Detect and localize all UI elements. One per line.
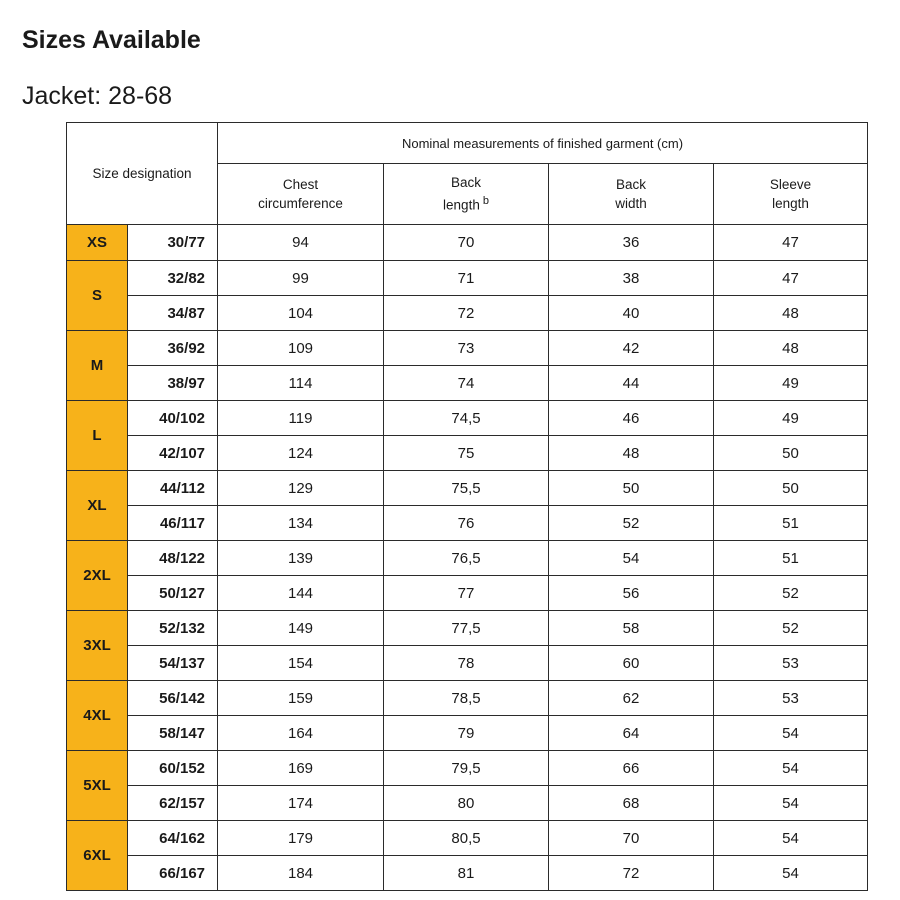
table-row <box>67 296 868 331</box>
size-designation-header: Size designation <box>67 123 218 225</box>
cell-sleeve: 50 <box>714 471 868 506</box>
cell-back-width: 72 <box>549 856 714 891</box>
cell-sleeve: 54 <box>714 821 868 856</box>
column-header-line1: Back <box>616 177 647 192</box>
column-header-line1: Back <box>451 175 482 191</box>
size-code: 48/122 <box>128 541 218 576</box>
size-code: 62/157 <box>128 786 218 821</box>
size-code: 42/107 <box>128 436 218 471</box>
cell-back-width: 64 <box>549 716 714 751</box>
column-header-line1: Sleeve <box>769 177 812 192</box>
column-header-sleeve-length <box>714 164 868 225</box>
cell-chest: 109 <box>218 331 384 366</box>
cell-back-length: 74 <box>384 366 549 401</box>
cell-chest: 114 <box>218 366 384 401</box>
table-row <box>67 821 868 856</box>
cell-back-length: 80 <box>384 786 549 821</box>
cell-sleeve: 52 <box>714 576 868 611</box>
cell-chest: 159 <box>218 681 384 716</box>
cell-back-length: 79 <box>384 716 549 751</box>
column-header-line2: length <box>772 196 809 211</box>
cell-back-length: 77,5 <box>384 611 549 646</box>
cell-back-length: 78 <box>384 646 549 681</box>
column-header-back-length <box>384 164 549 225</box>
size-code: 60/152 <box>128 751 218 786</box>
cell-sleeve: 48 <box>714 331 868 366</box>
table-row <box>67 681 868 716</box>
size-code: 44/112 <box>128 471 218 506</box>
size-label: XL <box>67 471 128 541</box>
cell-back-width: 36 <box>549 225 714 261</box>
table-row <box>67 401 868 436</box>
size-table-body <box>67 225 868 891</box>
cell-chest: 99 <box>218 261 384 296</box>
cell-sleeve: 51 <box>714 506 868 541</box>
column-header-line2: circumference <box>258 196 343 211</box>
table-row <box>67 716 868 751</box>
table-row <box>67 576 868 611</box>
cell-sleeve: 54 <box>714 716 868 751</box>
table-row <box>67 225 868 261</box>
cell-chest: 129 <box>218 471 384 506</box>
cell-back-length: 80,5 <box>384 821 549 856</box>
cell-chest: 134 <box>218 506 384 541</box>
cell-back-width: 56 <box>549 576 714 611</box>
cell-chest: 94 <box>218 225 384 261</box>
cell-sleeve: 47 <box>714 225 868 261</box>
cell-back-length: 76,5 <box>384 541 549 576</box>
cell-chest: 164 <box>218 716 384 751</box>
table-row <box>67 541 868 576</box>
jacket-size-range: Jacket: 28-68 <box>22 82 173 110</box>
size-code: 50/127 <box>128 576 218 611</box>
cell-sleeve: 49 <box>714 401 868 436</box>
size-label: 5XL <box>67 751 128 821</box>
cell-back-length: 70 <box>384 225 549 261</box>
cell-sleeve: 54 <box>714 751 868 786</box>
footnote-marker: b <box>482 195 489 208</box>
cell-back-width: 58 <box>549 611 714 646</box>
cell-chest: 154 <box>218 646 384 681</box>
cell-sleeve: 48 <box>714 296 868 331</box>
size-code: 66/167 <box>128 856 218 891</box>
size-code: 32/82 <box>128 261 218 296</box>
size-chart-table <box>66 122 868 891</box>
size-label: 6XL <box>67 821 128 891</box>
cell-back-width: 40 <box>549 296 714 331</box>
cell-back-width: 60 <box>549 646 714 681</box>
cell-back-width: 70 <box>549 821 714 856</box>
size-code: 64/162 <box>128 821 218 856</box>
size-label: S <box>67 261 128 331</box>
cell-sleeve: 47 <box>714 261 868 296</box>
size-code: 34/87 <box>128 296 218 331</box>
size-code: 38/97 <box>128 366 218 401</box>
cell-back-width: 38 <box>549 261 714 296</box>
table-row <box>67 331 868 366</box>
cell-sleeve: 53 <box>714 681 868 716</box>
table-row <box>67 506 868 541</box>
cell-sleeve: 54 <box>714 856 868 891</box>
table-row <box>67 646 868 681</box>
cell-back-width: 68 <box>549 786 714 821</box>
size-label: 2XL <box>67 541 128 611</box>
size-label: L <box>67 401 128 471</box>
cell-sleeve: 54 <box>714 786 868 821</box>
cell-chest: 184 <box>218 856 384 891</box>
cell-sleeve: 50 <box>714 436 868 471</box>
size-label: M <box>67 331 128 401</box>
cell-back-length: 78,5 <box>384 681 549 716</box>
table-row <box>67 751 868 786</box>
column-header-line2: width <box>615 196 647 211</box>
cell-sleeve: 49 <box>714 366 868 401</box>
table-row <box>67 856 868 891</box>
cell-back-length: 73 <box>384 331 549 366</box>
cell-sleeve: 52 <box>714 611 868 646</box>
column-header-line1: Chest <box>282 177 319 192</box>
size-code: 36/92 <box>128 331 218 366</box>
size-code: 30/77 <box>128 225 218 261</box>
cell-chest: 124 <box>218 436 384 471</box>
cell-back-length: 71 <box>384 261 549 296</box>
cell-back-width: 54 <box>549 541 714 576</box>
cell-chest: 169 <box>218 751 384 786</box>
size-code: 56/142 <box>128 681 218 716</box>
table-row <box>67 611 868 646</box>
table-row <box>67 261 868 296</box>
cell-back-width: 52 <box>549 506 714 541</box>
table-row <box>67 436 868 471</box>
cell-back-length: 77 <box>384 576 549 611</box>
table-row <box>67 786 868 821</box>
cell-chest: 149 <box>218 611 384 646</box>
column-header-line2: length <box>443 197 480 213</box>
size-label: XS <box>67 225 128 261</box>
cell-back-length: 72 <box>384 296 549 331</box>
cell-back-width: 66 <box>549 751 714 786</box>
cell-back-length: 74,5 <box>384 401 549 436</box>
cell-back-length: 75 <box>384 436 549 471</box>
cell-chest: 144 <box>218 576 384 611</box>
size-code: 52/132 <box>128 611 218 646</box>
cell-back-width: 50 <box>549 471 714 506</box>
size-code: 40/102 <box>128 401 218 436</box>
cell-back-width: 44 <box>549 366 714 401</box>
table-row <box>67 366 868 401</box>
size-label: 4XL <box>67 681 128 751</box>
cell-sleeve: 51 <box>714 541 868 576</box>
cell-chest: 174 <box>218 786 384 821</box>
cell-chest: 104 <box>218 296 384 331</box>
cell-back-length: 81 <box>384 856 549 891</box>
cell-chest: 179 <box>218 821 384 856</box>
size-code: 54/137 <box>128 646 218 681</box>
cell-back-length: 76 <box>384 506 549 541</box>
cell-sleeve: 53 <box>714 646 868 681</box>
cell-chest: 119 <box>218 401 384 436</box>
column-header-chest <box>218 164 384 225</box>
size-label: 3XL <box>67 611 128 681</box>
cell-back-width: 46 <box>549 401 714 436</box>
column-header-back-width <box>549 164 714 225</box>
size-code: 58/147 <box>128 716 218 751</box>
page-title: Sizes Available <box>22 26 201 54</box>
cell-chest: 139 <box>218 541 384 576</box>
size-code: 46/117 <box>128 506 218 541</box>
cell-back-width: 42 <box>549 331 714 366</box>
cell-back-length: 79,5 <box>384 751 549 786</box>
cell-back-width: 62 <box>549 681 714 716</box>
cell-back-length: 75,5 <box>384 471 549 506</box>
nominal-measurements-header: Nominal measurements of finished garment (cm) <box>218 123 868 164</box>
cell-back-width: 48 <box>549 436 714 471</box>
table-row <box>67 471 868 506</box>
